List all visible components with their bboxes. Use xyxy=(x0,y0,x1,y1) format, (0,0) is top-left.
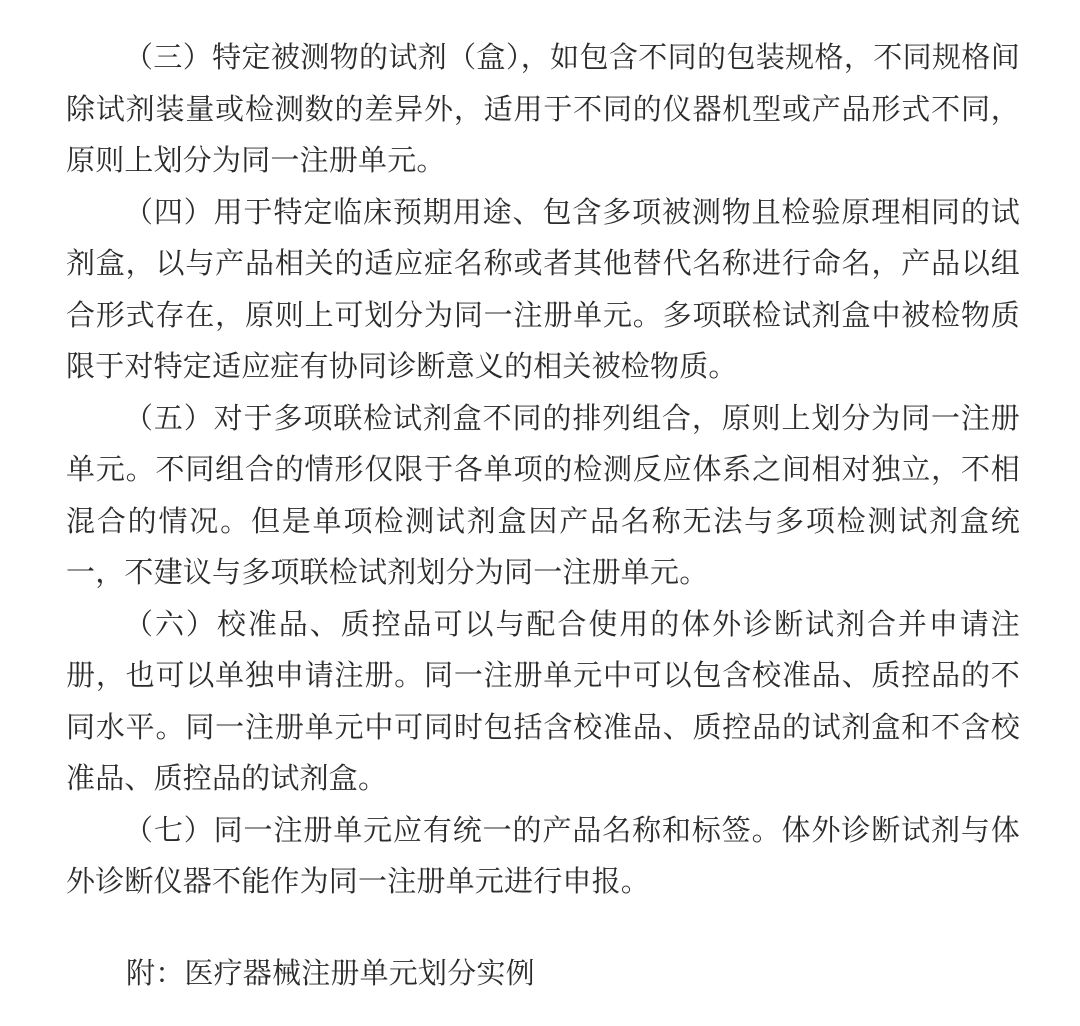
paragraph-4: （四）用于特定临床预期用途、包含多项被测物且检验原理相同的试剂盒，以与产品相关的适应症名称或者其他替代名称进行命名，产品以组合形式存在，原则上可划分为同一注册单元。多项联检试剂盒中被检物质限于对特定适应症有协同诊断意义的相关被检物质。 xyxy=(66,194,1020,383)
paragraph-5: （五）对于多项联检试剂盒不同的排列组合，原则上划分为同一注册单元。不同组合的情形仅限于各单项的检测反应体系之间相对独立，不相混合的情况。但是单项检测试剂盒因产品名称无法与多项检测试剂盒统一，不建议与多项联检试剂划分为同一注册单元。 xyxy=(66,400,1020,589)
attachment-note: 附：医疗器械注册单元划分实例 xyxy=(126,956,535,990)
paragraph-7: （七）同一注册单元应有统一的产品名称和标签。体外诊断试剂与体外诊断仪器不能作为同一注册单元进行申报。 xyxy=(66,812,1020,898)
paragraph-6: （六）校准品、质控品可以与配合使用的体外诊断试剂合并申请注册，也可以单独申请注册。同一注册单元中可以包含校准品、质控品的不同水平。同一注册单元中可同时包括含校准品、质控品的试剂盒和不含校准品、质控品的试剂盒。 xyxy=(66,606,1020,795)
document-body xyxy=(66,32,1020,908)
paragraph-3: （三）特定被测物的试剂（盒），如包含不同的包装规格，不同规格间除试剂装量或检测数的差异外，适用于不同的仪器机型或产品形式不同，原则上划分为同一注册单元。 xyxy=(66,40,1020,177)
